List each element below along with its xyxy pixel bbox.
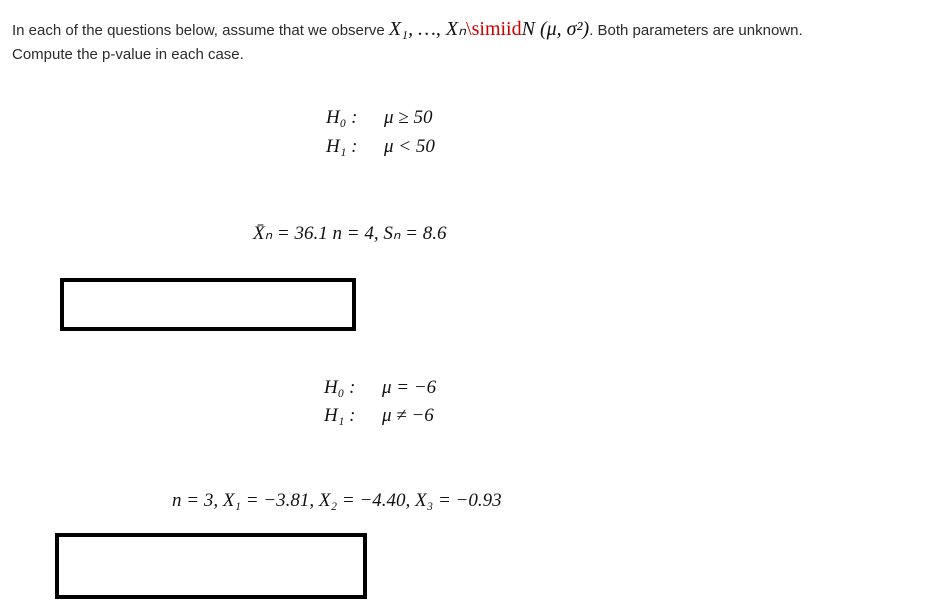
problem-intro: [12, 17, 927, 67]
observation-sequence: X₁, …, Xₙ: [388, 18, 467, 40]
q2-h0-label: H₀ :: [324, 377, 356, 398]
unrendered-latex-macro: \simiid: [466, 18, 522, 40]
q2-h1-label: H₁ :: [324, 405, 356, 426]
q2-alternative-hypothesis: [324, 405, 434, 427]
q1-null-hypothesis: [326, 107, 432, 129]
q1-h1-label: H₁ :: [326, 136, 358, 157]
q1-h1-expression: μ < 50: [384, 136, 435, 157]
q1-h0-expression: μ ≥ 50: [384, 107, 433, 128]
q1-answer-box[interactable]: [60, 278, 356, 331]
intro-text: In each of the questions below, assume that we observe: [12, 22, 389, 39]
instruction-text: Compute the p-value in each case.: [12, 46, 244, 63]
q2-h1-expression: μ ≠ −6: [382, 405, 434, 426]
q1-alternative-hypothesis: [326, 136, 435, 158]
distribution-notation: N (μ, σ²): [521, 18, 590, 40]
q2-h0-expression: μ = −6: [382, 377, 437, 398]
intro-text-end: . Both parameters are unknown.: [589, 22, 803, 39]
q2-sample-data: n = 3, X₁ = −3.81, X₂ = −4.40, X₃ = −0.93: [172, 490, 502, 511]
q1-sample-statistics: X̄ₙ = 36.1 n = 4, Sₙ = 8.6: [253, 223, 447, 244]
q2-answer-box[interactable]: [55, 533, 367, 599]
q2-null-hypothesis: [324, 377, 436, 399]
q1-h0-label: H₀ :: [326, 107, 358, 128]
